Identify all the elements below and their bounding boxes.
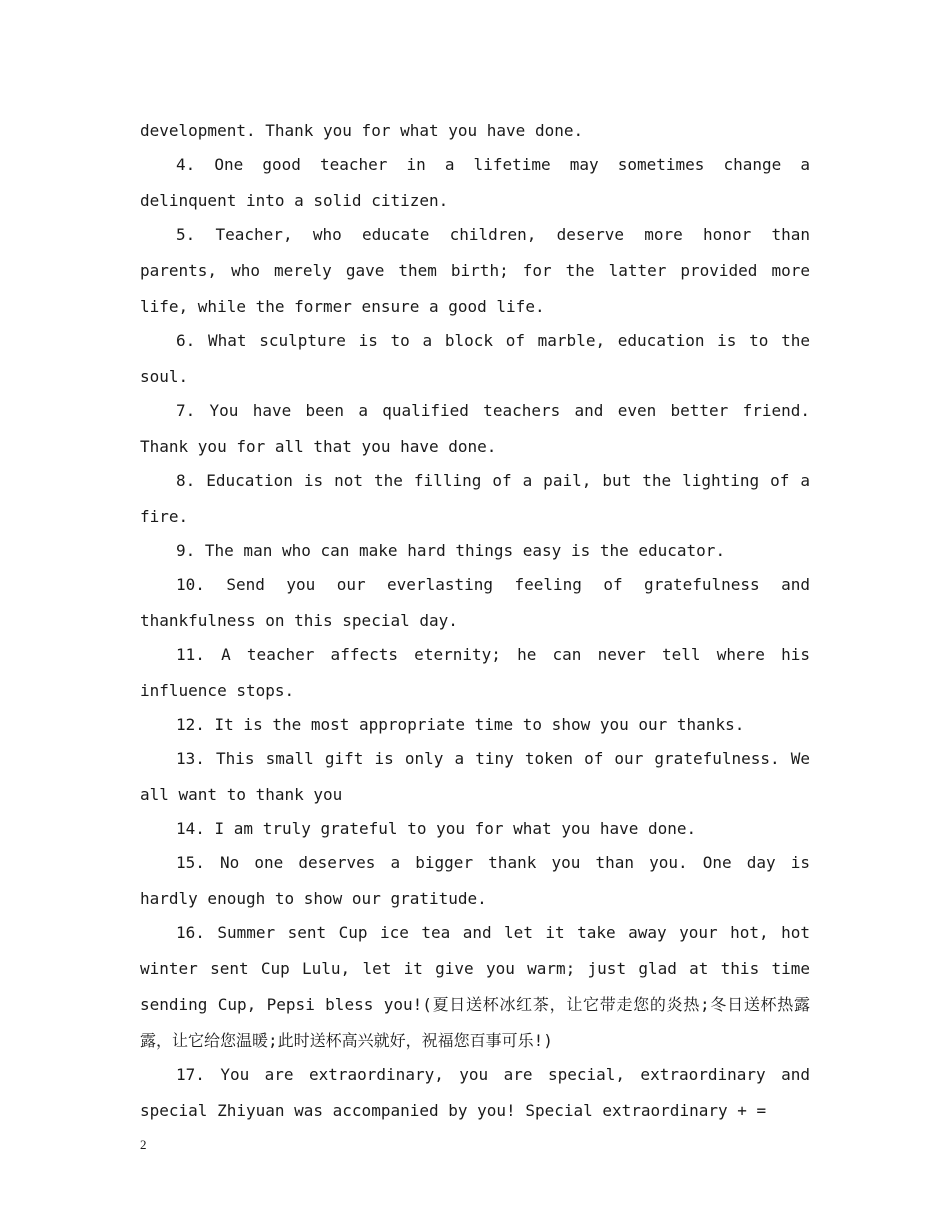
paragraph-item-17: 17. You are extraordinary, you are special, extraordinary and special Zhiyuan was accompanied by you! Special extraordinary + =: [140, 1065, 810, 1120]
page-number: 2: [140, 1137, 147, 1152]
paragraph-item-9: 9. The man who can make hard things easy is the educator.: [176, 541, 726, 560]
paragraph-item-4: 4. One good teacher in a lifetime may sometimes change a delinquent into a solid citizen.: [140, 155, 810, 210]
paragraph-item-6: 6. What sculpture is to a block of marble, education is to the soul.: [140, 331, 810, 386]
paragraph-item-11: 11. A teacher affects eternity; he can never tell where his influence stops.: [140, 645, 810, 700]
paragraph-item-8: 8. Education is not the filling of a pail, but the lighting of a fire.: [140, 471, 810, 526]
paragraph-item-10: 10. Send you our everlasting feeling of gratefulness and thankfulness on this special day.: [140, 575, 810, 630]
document-body: [140, 113, 810, 1129]
paragraph-item-13: 13. This small gift is only a tiny token of our gratefulness. We all want to thank you: [140, 749, 810, 804]
paragraph-item-5: 5. Teacher, who educate children, deserve more honor than parents, who merely gave them birth; for the latter provided more life, while the former ensure a good life.: [140, 225, 810, 316]
paragraph-continuation: development. Thank you for what you have done.: [140, 121, 584, 140]
paragraph-item-12: 12. It is the most appropriate time to show you our thanks.: [176, 715, 745, 734]
paragraph-item-14: 14. I am truly grateful to you for what you have done.: [176, 819, 697, 838]
paragraph-item-15: 15. No one deserves a bigger thank you than you. One day is hardly enough to show our gratitude.: [140, 853, 810, 908]
paragraph-item-7: 7. You have been a qualified teachers and even better friend. Thank you for all that you have done.: [140, 401, 810, 456]
paragraph-item-16: 16. Summer sent Cup ice tea and let it take away your hot, hot winter sent Cup Lulu, let it give you warm; just glad at this time sending Cup, Pepsi bless you!(夏日送杯冰红茶，让它带走您的炎热;冬日送杯热露露，让它给您温暖;此时送杯高兴就好，祝福您百事可乐!): [140, 923, 810, 1050]
